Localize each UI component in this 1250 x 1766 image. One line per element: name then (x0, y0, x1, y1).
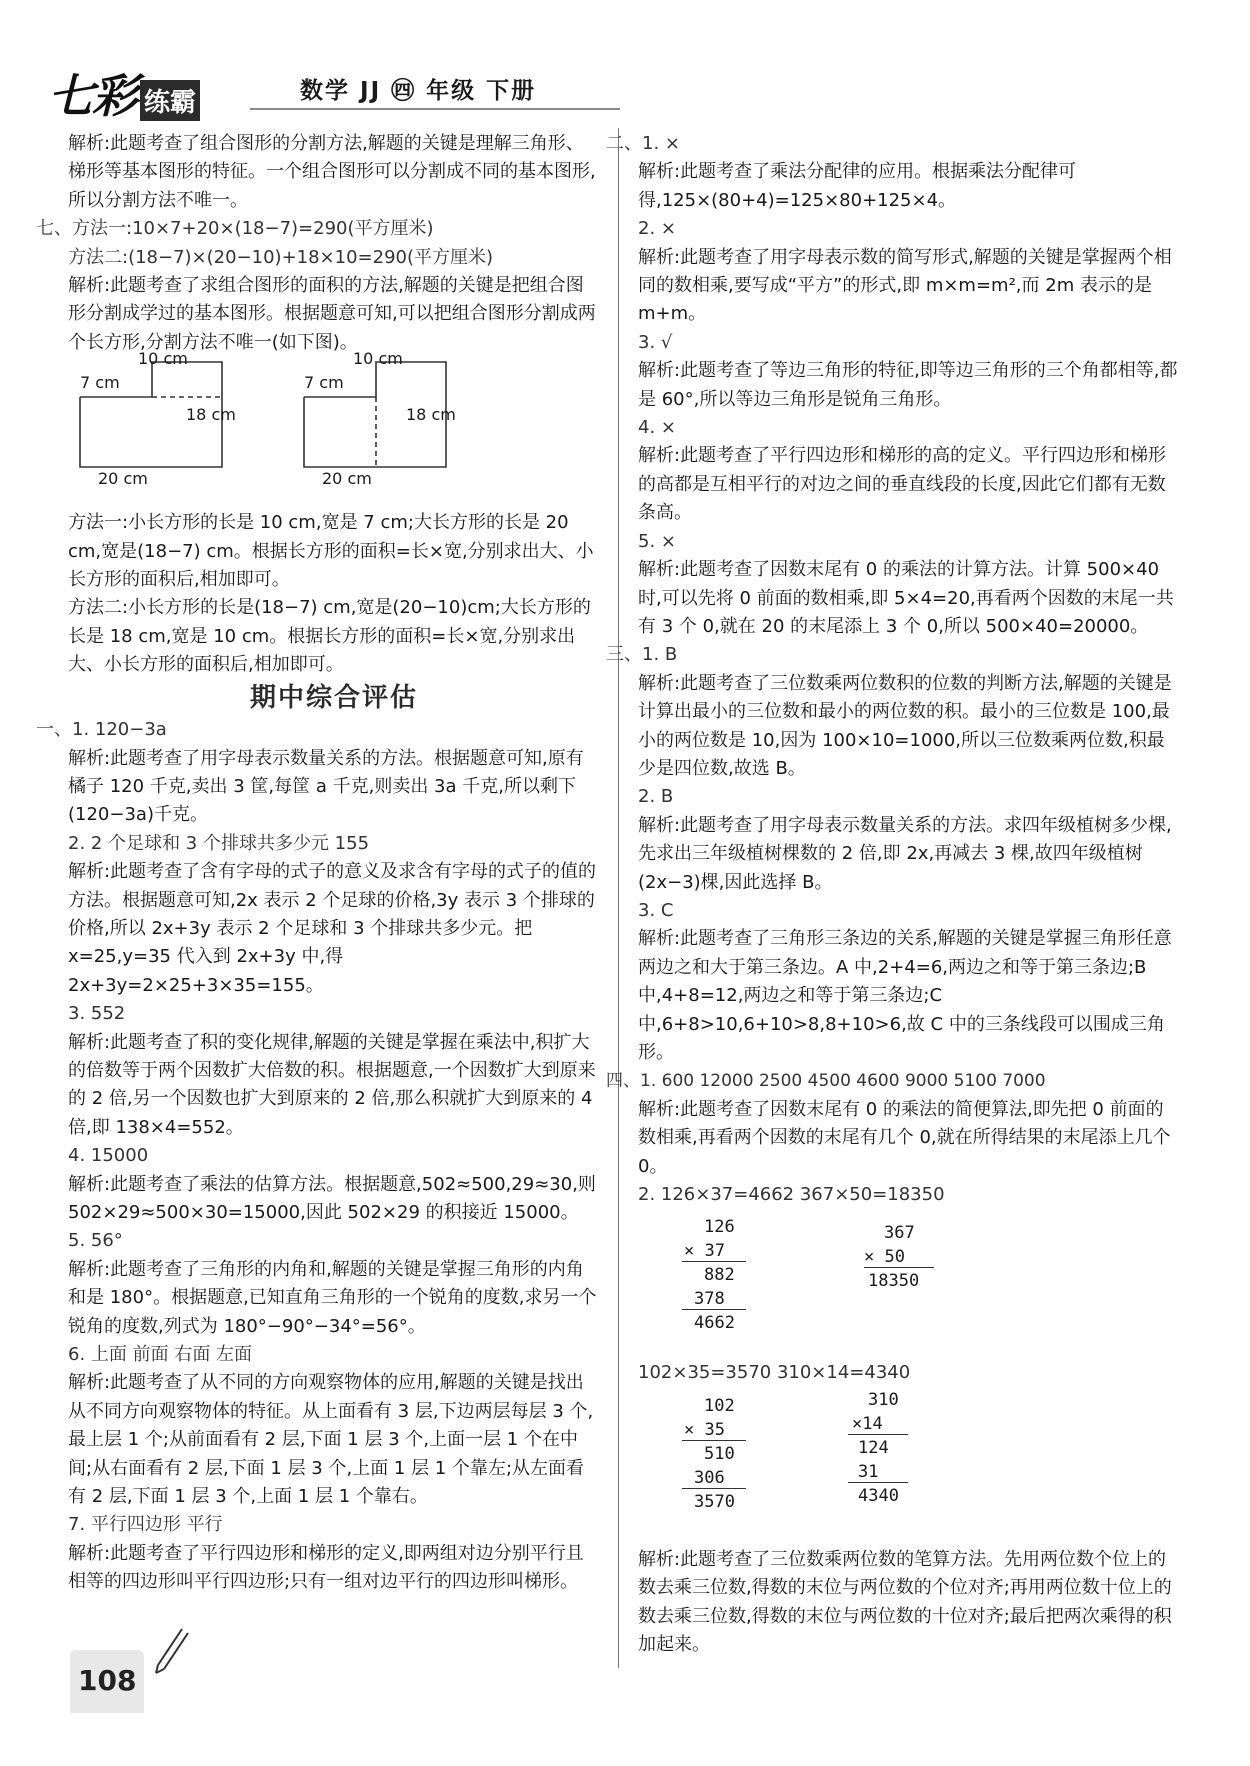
answer-line: 七、方法一:10×7+20×(18−7)=290(平方厘米) (36, 218, 434, 240)
calc-operand: × 35 (684, 1419, 725, 1440)
vertical-calculations-1 (638, 1209, 1180, 1359)
calc-partial: 882 (704, 1265, 735, 1286)
vertical-calculations-2 (638, 1388, 1180, 1546)
calc-operand: × 37 (684, 1241, 725, 1262)
calc-operand: 126 (704, 1217, 735, 1238)
answer-line: 二、1. × (606, 133, 680, 154)
analysis-text: 解析:此题考查了平行四边形和梯形的定义,即两组对边分别平行且相等的四边形叫平行四边形;只有一组对边平行的四边形叫梯形。 (68, 1542, 584, 1593)
analysis-text: 解析:此题考查了因数末尾有 0 的乘法的简便算法,即先把 0 前面的数相乘,再看两个因数的末尾有几个 0,就在所得结果的末尾添上几个 0。 (638, 1098, 1171, 1177)
calc-result: 4662 (694, 1313, 735, 1334)
figure-label-top: 10 cm (353, 349, 403, 369)
answer-line: 102×35=3570 310×14=4340 (638, 1362, 911, 1384)
analysis-text: 解析:此题考查了从不同的方向观察物体的应用,解题的关键是找出从不同方向观察物体的特征。从上面看有 3 层,下边两层每层 3 个,最上层 1 个;从前面看有 2 层,下面 1 层 3 个,上面一层 1 个在中间;从右面看有 2 层,下面 1 层 3 个,上面 1 层 1 个靠左;从左面看有 2 层,下面 1 层 3 个,上面 1 层 1 个靠右。 (68, 1372, 594, 1508)
calc-operand: 310 (868, 1389, 899, 1410)
calc-partial: 378 (694, 1289, 725, 1310)
answer-line: 2. 126×37=4662 367×50=18350 (638, 1184, 945, 1206)
left-column (36, 130, 600, 1597)
answer-line: 3. 552 (68, 1003, 126, 1025)
answer-line: 7. 平行四边形 平行 (68, 1514, 223, 1536)
analysis-text: 解析:此题考查了含有字母的式子的意义及求含有字母的式子的值的方法。根据题意可知,2x 表示 2 个足球的价格,3y 表示 3 个排球的价格,所以 2x+3y 表示 2 个足球和 3 个排球共多少元。把 x=25,y=35 代入到 2x+3y 中,得 2x+3y=2×25+3×35=155。 (68, 861, 597, 996)
analysis-text: 解析:此题考查了求组合图形的面积的方法,解题的关键是把组合图形分割成学过的基本图形。根据题意可知,可以把组合图形分割成两个长方形,分割方法不唯一(如下图)。 (68, 275, 596, 353)
page-number: 108 (70, 1650, 144, 1713)
answer-line: 5. 56° (68, 1230, 123, 1252)
analysis-text: 解析:此题考查了三角形三条边的关系,解题的关键是掌握三角形任意两边之和大于第三条边。A 中,2+4=6,两边之和等于第三条边;B 中,4+8=12,两边之和等于第三条边;C 中,6+8>10,6+10>8,8+10>6,故 C 中的三条线段可以围成三角形。 (638, 928, 1172, 1063)
section-title: 期中综合评估 (249, 682, 418, 713)
answer-line: 一、1. 120−3a (36, 719, 167, 741)
answer-line: 4. 15000 (68, 1145, 149, 1167)
analysis-text: 解析:此题考查了乘法的估算方法。根据题意,502≈500,29≈30,则 502×29≈500×30=15000,因此 502×29 的积接近 15000。 (68, 1173, 596, 1223)
answer-line: 2. × (638, 218, 676, 240)
header-title: 数学 JJ ㊃ 年级 下册 (300, 78, 537, 104)
answer-line: 6. 上面 前面 右面 左面 (68, 1344, 253, 1366)
analysis-text: 方法二:小长方形的长是(18−7) cm,宽是(20−10)cm;大长方形的长是 18 cm,宽是 10 cm。根据长方形的面积=长×宽,分别求出大、小长方形的面积后,相加即可。 (68, 597, 591, 676)
figure-label-left: 7 cm (304, 373, 344, 393)
calc-partial: 31 (858, 1461, 879, 1482)
analysis-text: 解析:此题考查了用字母表示数量关系的方法。根据题意可知,原有橘子 120 千克,卖出 3 筐,每筐 a 千克,则卖出 3a 千克,所以剩下(120−3a)千克。 (68, 747, 584, 826)
answer-line: 方法二:(18−7)×(20−10)+18×10=290(平方厘米) (68, 246, 494, 268)
analysis-text: 解析:此题考查了三角形的内角和,解题的关键是掌握三角形的内角和是 180°。根据题意,已知直角三角形的一个锐角的度数,求另一个锐角的度数,列式为 180°−90°−34°=56°。 (68, 1258, 597, 1337)
analysis-text: 解析:此题考查了组合图形的分割方法,解题的关键是理解三角形、梯形等基本图形的特征。一个组合图形可以分割成不同的基本图形,所以分割方法不唯一。 (68, 133, 596, 211)
calc-operand: × 50 (864, 1247, 905, 1268)
logo-box: 练霸 (140, 80, 200, 121)
answer-line: 3. C (638, 899, 674, 921)
analysis-text: 解析:此题考查了因数末尾有 0 的乘法的计算方法。计算 500×40 时,可以先将 0 前面的数相乘,即 5×4=20,再看两个因数的末尾一共有 3 个 0,就在 20 的末尾添上 3 个 0,所以 500×40=20000。 (638, 559, 1174, 637)
analysis-text: 解析:此题考查了用字母表示数量关系的方法。求四年级植树多少棵,先求出三年级植树棵数的 2 倍,即 2x,再减去 3 棵,故四年级植树(2x−3)棵,因此选择 B。 (638, 814, 1172, 893)
analysis-text: 解析:此题考查了三位数乘两位数积的位数的判断方法,解题的关键是计算出最小的三位数和最小的两位数的积。最小的三位数是 100,最小的两位数是 10,因为 100×10=1000,所以三位数乘两位数,积最少是四位数,故选 B。 (638, 672, 1172, 779)
calc-result: 18350 (868, 1271, 920, 1292)
column-divider (618, 128, 619, 1668)
calc-operand: 102 (704, 1395, 735, 1416)
answer-line: 3. √ (638, 331, 673, 353)
calc-result: 4340 (858, 1485, 899, 1506)
page-header (0, 0, 1250, 123)
answer-line: 三、1. B (606, 644, 678, 666)
figure-label-bottom: 20 cm (98, 469, 148, 489)
figure-label-left: 7 cm (80, 373, 120, 393)
analysis-text: 解析:此题考查了乘法分配律的应用。根据乘法分配律可得,125×(80+4)=125×80+125×4。 (638, 161, 1077, 211)
figure-label-right: 18 cm (186, 405, 236, 425)
answer-line: 5. × (638, 530, 676, 552)
analysis-text: 解析:此题考查了积的变化规律,解题的关键是掌握在乘法中,积扩大的倍数等于两个因数扩大倍数的积。根据题意,一个因数扩大到原来的 2 倍,另一个因数也扩大到原来的 2 倍,那么积就扩大到原来的 4 倍,即 138×4=552。 (68, 1031, 596, 1138)
analysis-text: 解析:此题考查了用字母表示数的简写形式,解题的关键是掌握两个相同的数相乘,要写成“平方”的形式,即 m×m=m²,而 2m 表示的是 m+m。 (638, 246, 1172, 325)
calc-partial: 124 (858, 1437, 889, 1458)
calc-partial: 306 (694, 1467, 725, 1488)
calc-operand: ×14 (852, 1413, 883, 1434)
analysis-text: 解析:此题考查了三位数乘两位数的笔算方法。先用两位数个位上的数去乘三位数,得数的末位与两位数的个位对齐;再用两位数十位上的数去乘三位数,得数的末位与两位数的十位对齐;最后把两次乘得的积加起来。 (638, 1548, 1172, 1656)
logo (48, 60, 200, 126)
figure-label-bottom: 20 cm (322, 469, 372, 489)
answer-line: 2. B (638, 786, 674, 808)
answer-line: 2. 2 个足球和 3 个排球共多少元 155 (68, 832, 370, 854)
analysis-text: 解析:此题考查了平行四边形和梯形的高的定义。平行四边形和梯形的高都是互相平行的对边之间的垂直线段的长度,因此它们都有无数条高。 (638, 445, 1167, 524)
header-rule (250, 108, 620, 110)
calc-partial: 510 (704, 1443, 735, 1464)
right-column (606, 130, 1180, 1659)
answer-line: 四、1. 600 12000 2500 4500 4600 9000 5100 7000 (606, 1071, 1046, 1092)
answer-line: 4. × (638, 417, 676, 439)
analysis-text: 解析:此题考查了等边三角形的特征,即等边三角形的三个角都相等,都是 60°,所以等边三角形是锐角三角形。 (638, 360, 1178, 410)
figure-label-right: 18 cm (406, 405, 456, 425)
calc-operand: 367 (884, 1223, 915, 1244)
logo-text: 七彩 (48, 69, 136, 123)
figure-composite-shapes (68, 349, 600, 509)
calc-result: 3570 (694, 1491, 735, 1512)
figure-label-top: 10 cm (138, 349, 188, 369)
pencil-icon (150, 1625, 190, 1675)
analysis-text: 方法一:小长方形的长是 10 cm,宽是 7 cm;大长方形的长是 20 cm,宽是(18−7) cm。根据长方形的面积=长×宽,分别求出大、小长方形的面积后,相加即可。 (68, 512, 594, 591)
